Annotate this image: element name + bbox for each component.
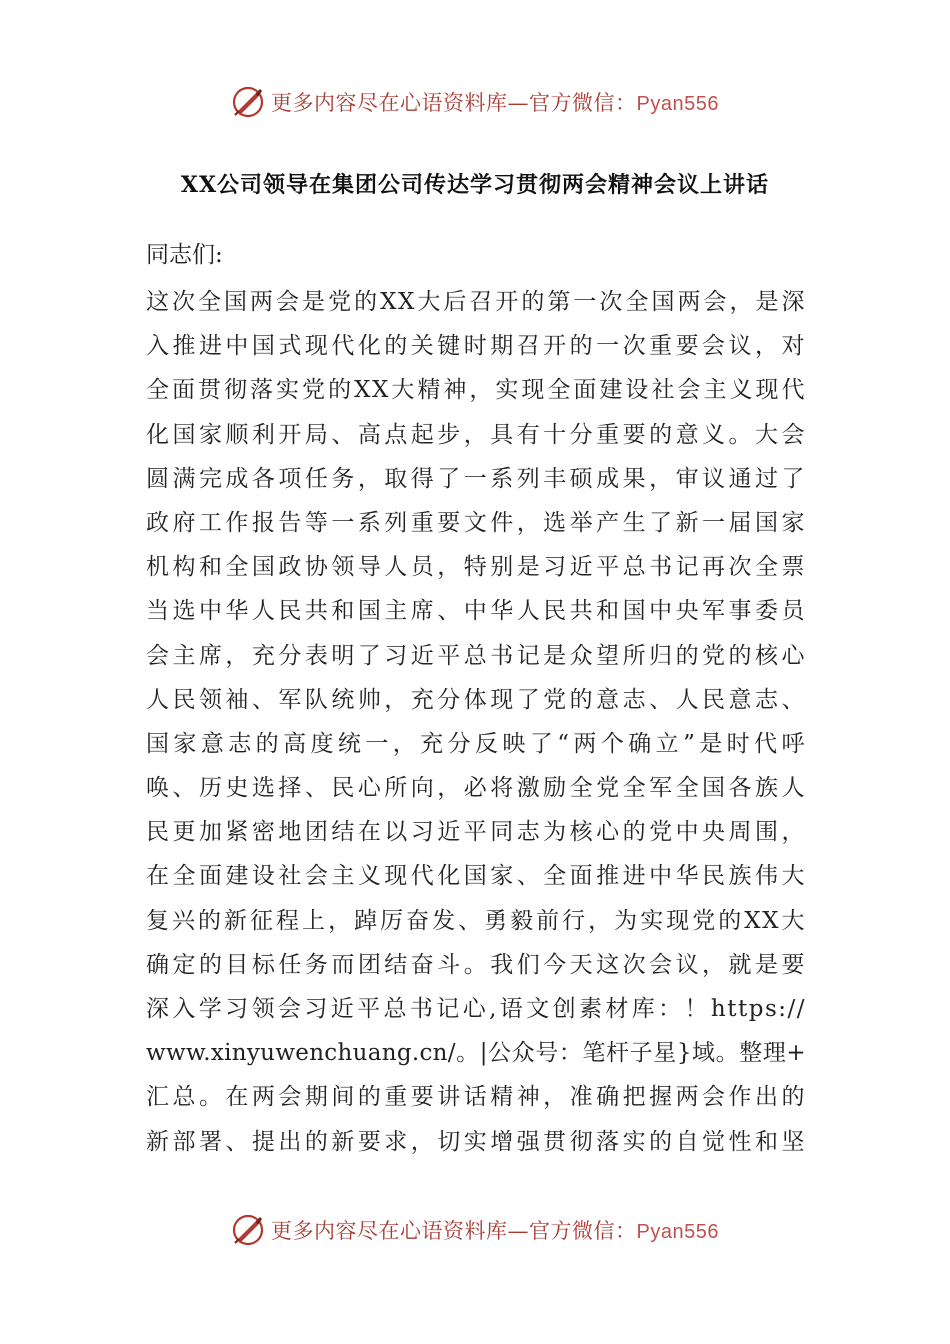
body-line: 深入学习领会习近平总书记心,语文创素材库：！https://: [146, 996, 806, 1022]
footer-banner: [0, 1208, 950, 1252]
pen-logo-icon: [231, 1213, 265, 1247]
body-line: 唤、历史选择、民心所向，必将激励全党全军全国各族人: [146, 775, 806, 802]
body-line: 人民领袖、军队统帅，充分体现了党的意志、人民意志、: [146, 686, 806, 713]
body-paragraph: [146, 280, 806, 1164]
body-line: 入推进中国式现代化的关键时期召开的一次重要会议，对: [146, 333, 806, 360]
footer-wechat-id: Pyan556: [636, 1221, 719, 1243]
body-line: 在全面建设社会主义现代化国家、全面推进中华民族伟大: [146, 863, 806, 890]
body-line: 机构和全国政协领导人员，特别是习近平总书记再次全票: [146, 554, 806, 581]
document-title: XX公司领导在集团公司传达学习贯彻两会精神会议上讲话: [180, 172, 770, 198]
pen-logo-icon: [231, 85, 265, 119]
body-line: 新部署、提出的新要求，切实增强贯彻落实的自觉性和坚: [146, 1128, 806, 1155]
body-line: 会主席，充分表明了习近平总书记是众望所归的党的核心: [146, 642, 806, 669]
body-line-url: www.xinyuwenchuang.cn/。|公众号：笔杆子星}域。整理+: [146, 1040, 806, 1067]
body-line: 全面贯彻落实党的XX大精神，实现全面建设社会主义现代: [146, 377, 806, 404]
header-banner: [0, 80, 950, 124]
header-banner-label: 更多内容尽在心语资料库—官方微信：: [271, 91, 637, 115]
body-line: 确定的目标任务而团结奋斗。我们今天这次会议，就是要: [146, 951, 806, 978]
body-line: 民更加紧密地团结在以习近平同志为核心的党中央周围，: [146, 819, 806, 846]
body-line: 化国家顺利开局、高点起步，具有十分重要的意义。大会: [146, 421, 806, 448]
header-banner-text: [271, 87, 719, 117]
header-wechat-id: Pyan556: [636, 93, 719, 115]
body-line: 复兴的新征程上，踔厉奋发、勇毅前行，为实现党的XX大: [146, 907, 806, 934]
body-line: 汇总。在两会期间的重要讲话精神，准确把握两会作出的: [146, 1084, 806, 1111]
footer-banner-text: [271, 1215, 719, 1245]
body-line: 当选中华人民共和国主席、中华人民共和国中央军事委员: [146, 598, 806, 625]
greeting: 同志们:: [146, 242, 223, 268]
body-line: 圆满完成各项任务，取得了一系列丰硕成果，审议通过了: [146, 465, 806, 492]
body-line: 政府工作报告等一系列重要文件，选举产生了新一届国家: [146, 509, 806, 536]
body-line: 国家意志的高度统一，充分反映了“两个确立”是时代呼: [146, 730, 806, 757]
body-line: 这次全国两会是党的XX大后召开的第一次全国两会，是深: [146, 289, 806, 315]
footer-banner-label: 更多内容尽在心语资料库—官方微信：: [271, 1219, 637, 1243]
